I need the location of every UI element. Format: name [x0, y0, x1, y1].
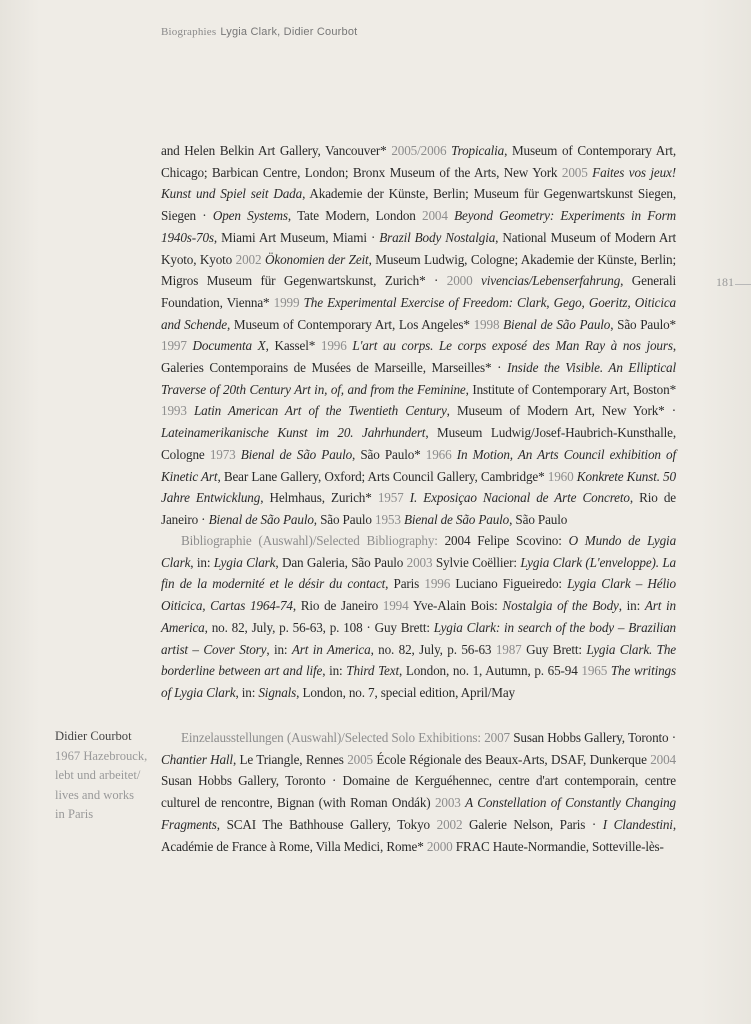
bibliography-paragraph: Bibliographie (Auswahl)/Selected Bibliography: 2004 Felipe Scovino: O Mundo de Lygia Clark, in: Lygia Clark, Dan Galeria, São Paulo 2003 Sylvie Coëllier: Lygia Clark (L'enveloppe). La fin de la modernité et le désir du contact, Paris 1996 Luciano Figueiredo: Lygia Clark – Hélio Oiticica, Cartas 1964-74, Rio de Janeiro 1994 Yve-Alain Bois: Nostalgia of the Body, in: Art in America, no. 82, July, p. 56-63, p. 108 · Guy Brett: Lygia Clark: in search of the body – Brazilian artist – Cover Story, in: Art in America, no. 82, July, p. 56-63 1987 Guy Brett: Lygia Clark. The borderline between art and life, in: Third Text, London, no. 1, Autumn, p. 65-94 1965 The writings of Lygia Clark, in: Signals, London, no. 7, special edition, April/May	[161, 533, 677, 700]
running-header	[161, 26, 357, 38]
bibliography-label: Bibliographie (Auswahl)/Selected Bibliography:	[181, 533, 445, 548]
artist-bio-line: lebt und arbeitet/	[55, 768, 141, 782]
header-title: Lygia Clark, Didier Courbot	[220, 26, 358, 38]
artist-sidebar	[55, 727, 151, 825]
artist-bio-line: in Paris	[55, 807, 94, 821]
solo-exhibitions-label: Einzelausstellungen (Auswahl)/Selected Solo Exhibitions:	[181, 730, 485, 745]
exhibitions-continued-paragraph: and Helen Belkin Art Gallery, Vancouver* 2005/2006 Tropicalia, Museum of Contemporary Art, Chicago; Barbican Centre, London; Bronx Museum of the Arts, New York 2005 Faites vos jeux! Kunst und Spiel seit Dada, Akademie der Künste, Berlin; Museum für Gegenwartskunst Siegen, Siegen · Open Systems, Tate Modern, London 2004 Beyond Geometry: Experiments in Form 1940s-70s, Miami Art Museum, Miami · Brazil Body Nostalgia, National Museum of Modern Art Kyoto, Kyoto 2002 Ökonomien der Zeit, Museum Ludwig, Cologne; Akademie der Künste, Berlin; Migros Museum für Gegenwartskunst, Zurich* · 2000 vivencias/Lebenserfahrung, Generali Foundation, Vienna* 1999 The Experimental Exercise of Freedom: Clark, Gego, Goeritz, Oiticica and Schende, Museum of Contemporary Art, Los Angeles* 1998 Bienal de São Paulo, São Paulo* 1997 Documenta X, Kassel* 1996 L'art au corps. Le corps exposé des Man Ray à nos jours, Galeries Contemporains de Musées de Marseille, Marseilles* · Inside the Visible. An Elliptical Traverse of 20th Century Art in, of, and from the Feminine, Institute of Contemporary Art, Boston* 1993 Latin American Art of the Twentieth Century, Museum of Modern Art, New York* · Lateinamerikanische Kunst im 20. Jahrhundert, Museum Ludwig/Josef-Haubrich-Kunsthalle, Cologne 1973 Bienal de São Paulo, São Paulo* 1966 In Motion, An Arts Council exhibition of Kinetic Art, Bear Lane Gallery, Oxford; Arts Council Gallery, Cambridge* 1960 Konkrete Kunst. 50 Jahre Entwicklung, Helmhaus, Zurich* 1957 I. Exposiçao Nacional de Arte Concreto, Rio de Janeiro · Bienal de São Paulo, São Paulo 1953 Bienal de São Paulo, São Paulo	[161, 143, 677, 527]
folio-rule	[735, 284, 751, 285]
header-section: Biographies	[161, 26, 217, 38]
solo-exhibitions-paragraph: Einzelausstellungen (Auswahl)/Selected Solo Exhibitions: 2007 Susan Hobbs Gallery, Toronto · Chantier Hall, Le Triangle, Rennes 2005 École Régionale des Beaux-Arts, DSAF, Dunkerque 2004 Susan Hobbs Gallery, Toronto · Domaine de Kerguéhennec, centre d'art contemporain, centre culturel de rencontre, Bignan (with Roman Ondák) 2003 A Constellation of Constantly Changing Fragments, SCAI The Bathhouse Gallery, Tokyo 2002 Galerie Nelson, Paris · I Clandestini, Académie de France à Rome, Villa Medici, Rome* 2000 FRAC Haute-Normandie, Sotteville-lès-	[161, 730, 676, 854]
artist-bio-line: 1967 Hazebrouck,	[55, 748, 148, 763]
artist-name: Didier Courbot	[55, 729, 132, 743]
artist-bio-line: lives and works	[55, 787, 135, 802]
page-number: 181	[716, 275, 734, 289]
